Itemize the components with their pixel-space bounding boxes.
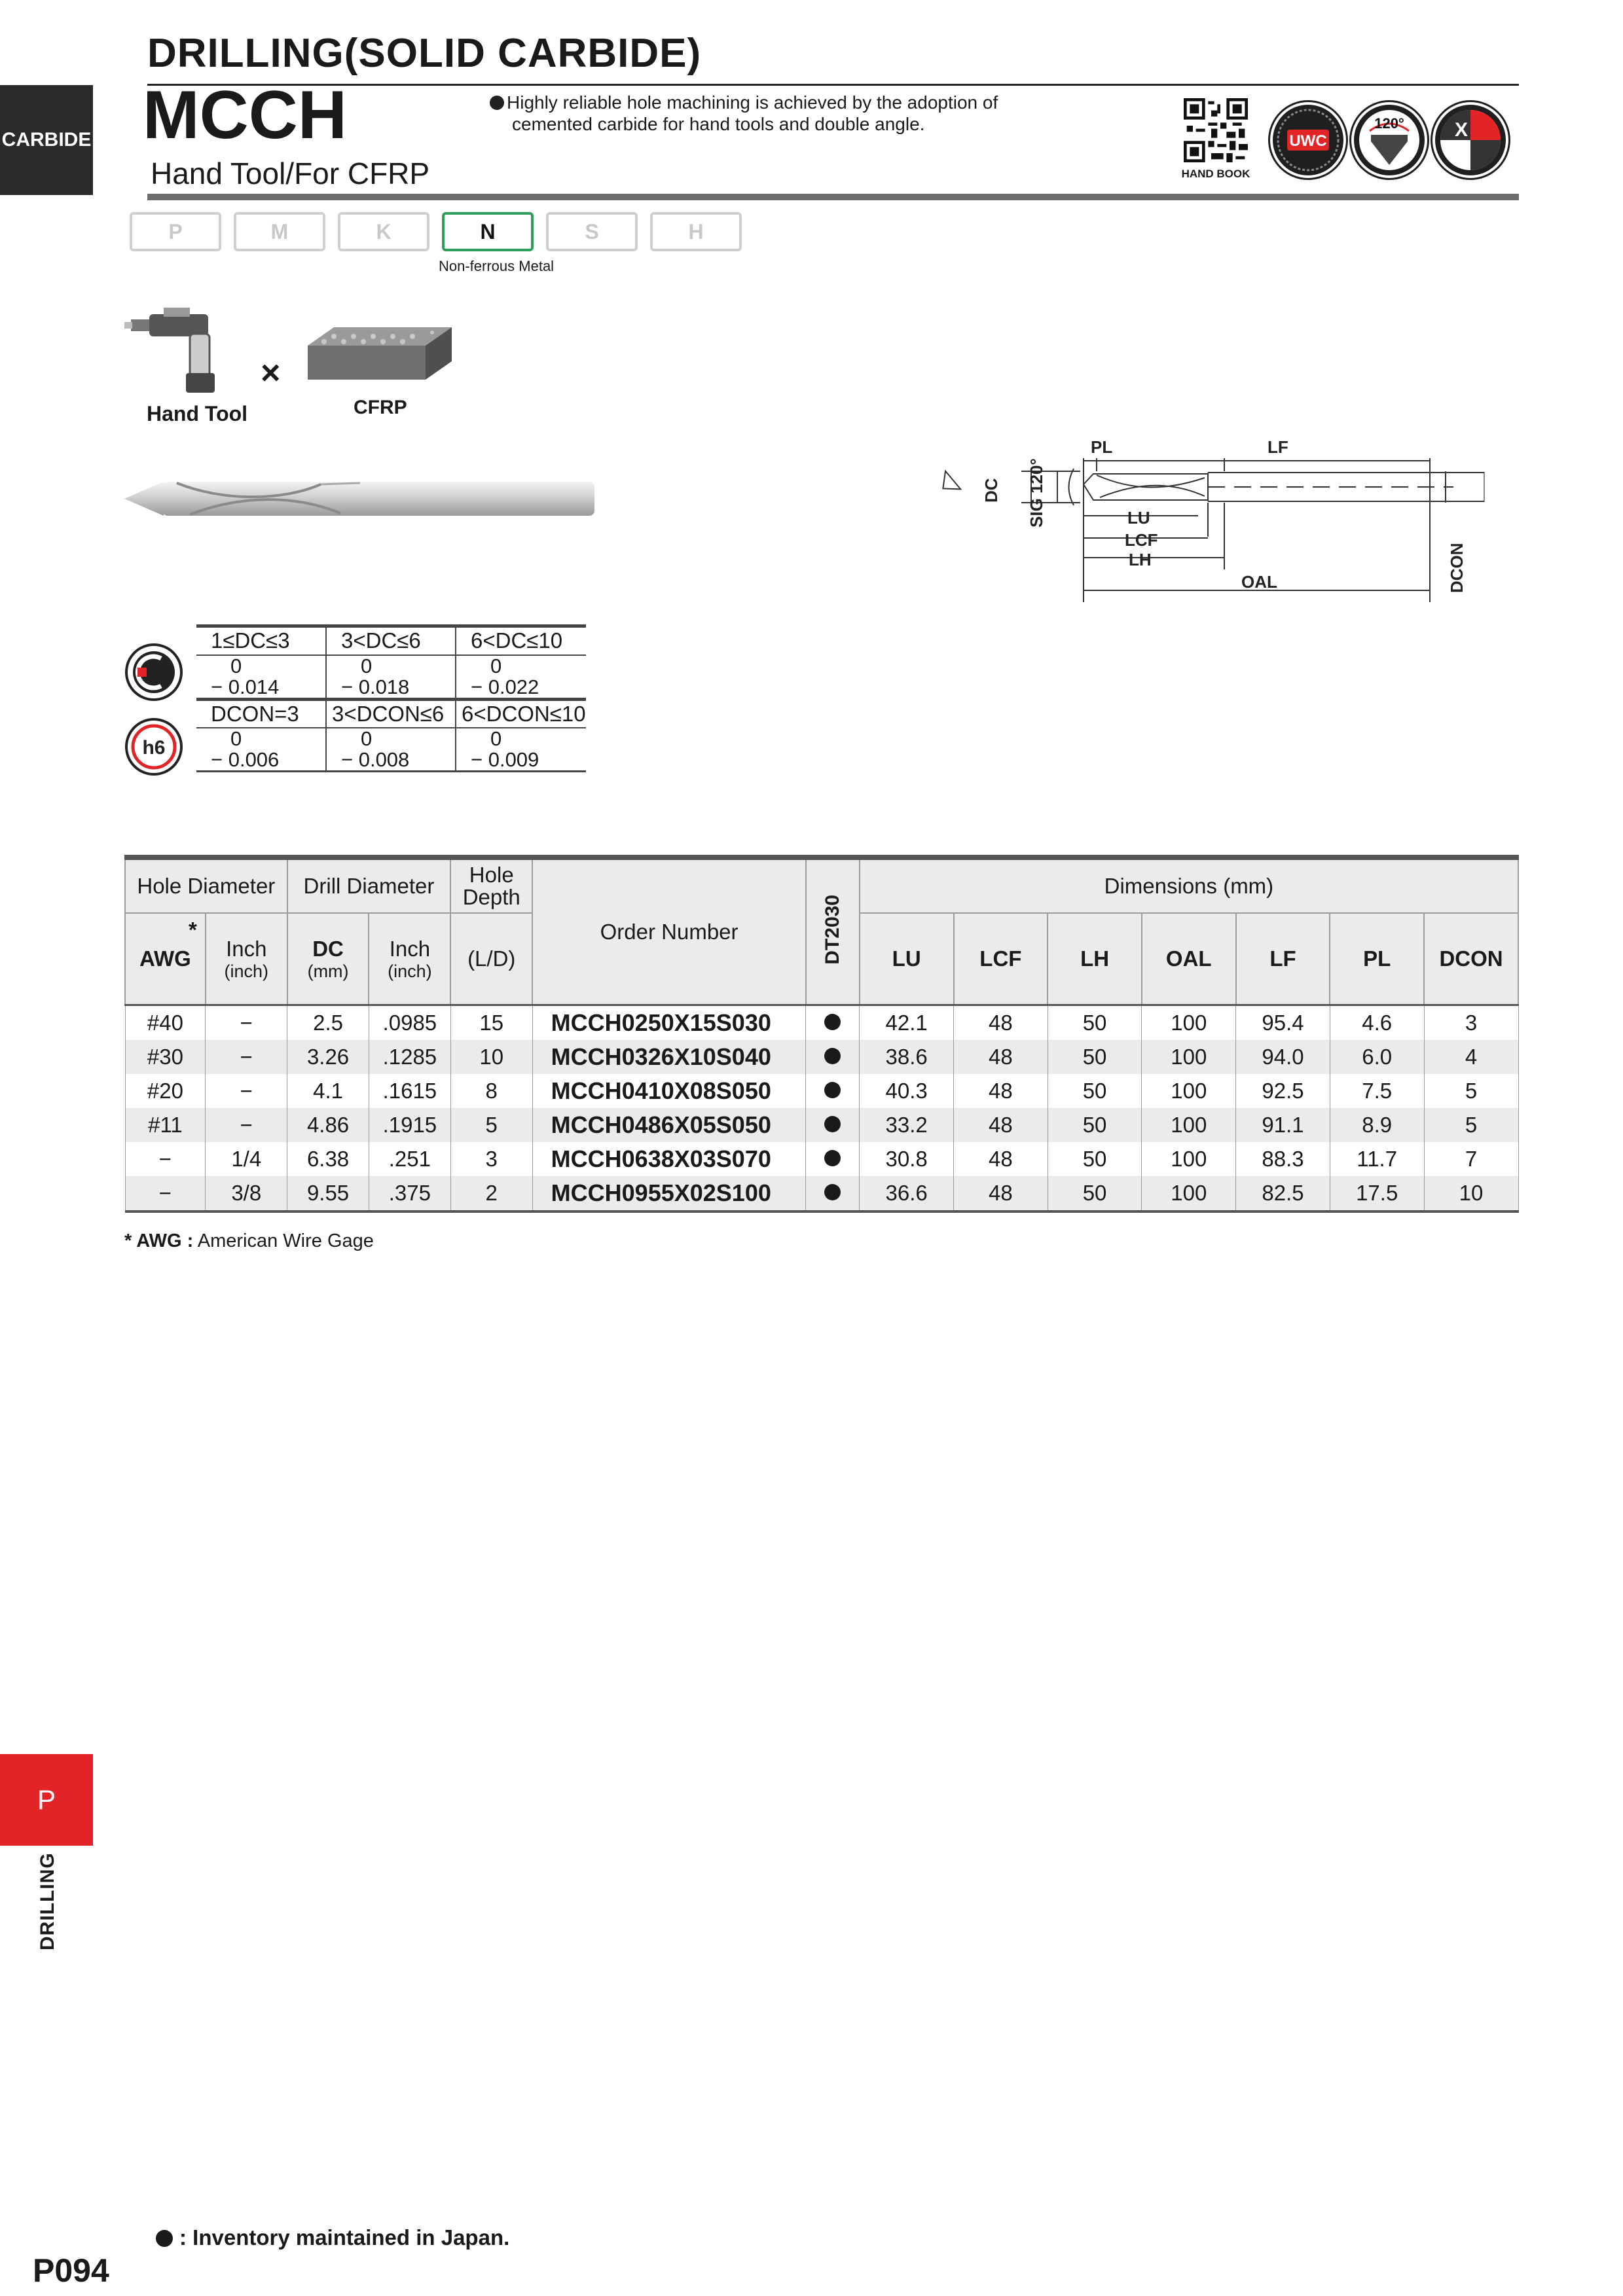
cell-stock <box>806 1040 860 1074</box>
cell-dim-lh: 50 <box>1048 1108 1142 1142</box>
th-grade: DT2030 <box>806 857 860 1005</box>
cell-dc: 3.26 <box>287 1040 369 1074</box>
cell-ld: 15 <box>450 1005 532 1041</box>
cell-dim-lf: 95.4 <box>1236 1005 1330 1041</box>
cell-inch: − <box>206 1108 287 1142</box>
cell-stock <box>806 1108 860 1142</box>
cell-stock <box>806 1176 860 1211</box>
tol-dc-val-1: 0 − 0.014 <box>196 655 326 700</box>
tol-dc-head-3: 6<DC≤10 <box>456 626 586 655</box>
cell-dim-lf: 92.5 <box>1236 1074 1330 1108</box>
hand-tool-caption: Hand Tool <box>147 402 248 425</box>
th-lcf: LCF <box>954 913 1048 1005</box>
cell-awg: #40 <box>125 1005 206 1041</box>
cell-dim-lh: 50 <box>1048 1005 1142 1041</box>
stock-dot-icon <box>824 1184 841 1200</box>
cell-dc-inch: .251 <box>369 1142 450 1176</box>
cell-dim-pl: 17.5 <box>1330 1176 1424 1211</box>
cell-dim-dcon: 10 <box>1424 1176 1518 1211</box>
cell-order-number: MCCH0638X03S070 <box>532 1142 806 1176</box>
label-lf: LF <box>1267 437 1288 457</box>
spec-table <box>124 855 1519 1213</box>
label-pl: PL <box>1091 437 1113 457</box>
cell-dim-lcf: 48 <box>954 1108 1048 1142</box>
cell-dim-lf: 82.5 <box>1236 1176 1330 1211</box>
stock-dot-icon <box>824 1082 841 1098</box>
cell-dim-lh: 50 <box>1048 1040 1142 1074</box>
th-oal: OAL <box>1142 913 1236 1005</box>
bullet-icon <box>490 96 504 110</box>
cell-dc: 9.55 <box>287 1176 369 1211</box>
table-row <box>125 1108 1518 1142</box>
label-dcon: DCON <box>1447 543 1467 593</box>
cell-dim-pl: 7.5 <box>1330 1074 1424 1108</box>
tol-dcon-head-3: 6<DCON≤10 <box>456 699 586 728</box>
tol-dcon-val-2: 0 − 0.008 <box>326 728 456 772</box>
cell-inch: − <box>206 1040 287 1074</box>
tol-dc-val-2: 0 − 0.018 <box>326 655 456 700</box>
th-lu: LU <box>860 913 954 1005</box>
cell-dim-oal: 100 <box>1142 1108 1236 1142</box>
stock-dot-icon <box>824 1150 841 1166</box>
cell-inch: 3/8 <box>206 1176 287 1211</box>
th-inch: Inch (inch) <box>206 913 287 1005</box>
cell-dc-inch: .1285 <box>369 1040 450 1074</box>
drill-photo <box>124 475 602 522</box>
h6-tolerance-icon <box>123 716 185 778</box>
cell-awg: − <box>125 1176 206 1211</box>
uwc-coating-icon <box>1270 102 1346 178</box>
material-n-caption: Non-ferrous Metal <box>439 258 555 274</box>
cell-dim-lcf: 48 <box>954 1176 1048 1211</box>
cell-dim-lu: 33.2 <box>860 1108 954 1142</box>
cell-dim-lcf: 48 <box>954 1005 1048 1041</box>
th-lh: LH <box>1048 913 1142 1005</box>
cell-order-number: MCCH0955X02S100 <box>532 1176 806 1211</box>
cell-dim-pl: 8.9 <box>1330 1108 1424 1142</box>
th-dcon: DCON <box>1424 913 1518 1005</box>
material-p: P <box>130 212 221 251</box>
material-s: S <box>546 212 638 251</box>
cell-dc: 6.38 <box>287 1142 369 1176</box>
category-title: DRILLING(SOLID CARBIDE) <box>147 31 702 76</box>
cell-order-number: MCCH0250X15S030 <box>532 1005 806 1041</box>
tolerance-table <box>196 624 586 772</box>
coolant-label: X <box>1454 119 1468 141</box>
material-k: K <box>338 212 429 251</box>
stock-legend: : Inventory maintained in Japan. <box>156 2225 509 2250</box>
cell-awg: − <box>125 1142 206 1176</box>
table-row <box>125 1005 1518 1041</box>
qr-code-icon[interactable] <box>1184 98 1248 162</box>
th-dimensions: Dimensions (mm) <box>860 857 1518 913</box>
cell-stock <box>806 1005 860 1041</box>
tol-dc-val-3: 0 − 0.022 <box>456 655 586 700</box>
label-lcf: LCF <box>1125 530 1158 550</box>
qr-caption: HAND BOOK <box>1181 168 1250 180</box>
cell-dim-lf: 88.3 <box>1236 1142 1330 1176</box>
stock-dot-icon <box>156 2230 173 2247</box>
header-top-line <box>147 84 1519 86</box>
label-sig: SIG 120° <box>1027 458 1046 528</box>
cell-dim-pl: 6.0 <box>1330 1040 1424 1074</box>
cfrp-block-icon <box>308 327 452 386</box>
drill-dimension-diagram <box>917 432 1493 609</box>
cell-dim-pl: 4.6 <box>1330 1005 1424 1041</box>
cell-dc: 4.1 <box>287 1074 369 1108</box>
tol-dcon-head-2: 3<DCON≤6 <box>326 699 456 728</box>
cell-dim-oal: 100 <box>1142 1005 1236 1041</box>
cell-dim-lf: 94.0 <box>1236 1040 1330 1074</box>
model-name: MCCH <box>143 77 347 153</box>
cell-inch: 1/4 <box>206 1142 287 1176</box>
cell-dim-lcf: 48 <box>954 1074 1048 1108</box>
model-subtitle: Hand Tool/For CFRP <box>151 156 430 190</box>
th-dc: DC (mm) <box>287 913 369 1005</box>
table-row <box>125 1074 1518 1108</box>
table-row <box>125 1176 1518 1211</box>
cell-dc: 4.86 <box>287 1108 369 1142</box>
table-row <box>125 1040 1518 1074</box>
cell-dim-lcf: 48 <box>954 1040 1048 1074</box>
table-row <box>125 1142 1518 1176</box>
cell-stock <box>806 1142 860 1176</box>
cell-stock <box>806 1074 860 1108</box>
label-oal: OAL <box>1241 572 1277 592</box>
cell-awg: #11 <box>125 1108 206 1142</box>
material-m: M <box>234 212 325 251</box>
cell-order-number: MCCH0486X05S050 <box>532 1108 806 1142</box>
cell-dim-lu: 30.8 <box>860 1142 954 1176</box>
cell-dc-inch: .1615 <box>369 1074 450 1108</box>
tol-dcon-val-1: 0 − 0.006 <box>196 728 326 772</box>
cfrp-caption: CFRP <box>354 397 407 418</box>
cell-awg: #20 <box>125 1074 206 1108</box>
tol-dc-head-2: 3<DC≤6 <box>326 626 456 655</box>
cell-dim-lf: 91.1 <box>1236 1108 1330 1142</box>
cell-dc-inch: .0985 <box>369 1005 450 1041</box>
label-lh: LH <box>1129 550 1152 569</box>
cell-dim-lu: 40.3 <box>860 1074 954 1108</box>
cell-ld: 2 <box>450 1176 532 1211</box>
cell-order-number: MCCH0410X08S050 <box>532 1074 806 1108</box>
h6-label: h6 <box>142 737 166 759</box>
cell-ld: 5 <box>450 1108 532 1142</box>
th-awg: * AWG <box>125 913 206 1005</box>
page-number: P094 <box>33 2252 109 2289</box>
cell-dim-oal: 100 <box>1142 1142 1236 1176</box>
tol-dcon-head-1: DCON=3 <box>196 699 326 728</box>
cell-dc-inch: .375 <box>369 1176 450 1211</box>
cell-dim-oal: 100 <box>1142 1176 1236 1211</box>
stock-dot-icon <box>824 1014 841 1030</box>
stock-dot-icon <box>824 1048 841 1064</box>
awg-footnote: * AWG : American Wire Gage <box>124 1230 374 1251</box>
cell-dim-lh: 50 <box>1048 1074 1142 1108</box>
th-order-number: Order Number <box>532 857 806 1005</box>
header-rule <box>147 194 1519 200</box>
point-angle-label: 120° <box>1374 115 1404 132</box>
cell-dim-oal: 100 <box>1142 1074 1236 1108</box>
label-dc: DC <box>981 478 1001 503</box>
section-tab-p: P <box>0 1754 93 1846</box>
cell-dim-dcon: 5 <box>1424 1108 1518 1142</box>
cell-dim-lu: 42.1 <box>860 1005 954 1041</box>
th-pl: PL <box>1330 913 1424 1005</box>
cell-dim-dcon: 7 <box>1424 1142 1518 1176</box>
cell-dim-lh: 50 <box>1048 1142 1142 1176</box>
th-dc-inch: Inch (inch) <box>369 913 450 1005</box>
th-hole-depth: Hole Depth <box>450 857 532 913</box>
uwc-badge-label: UWC <box>1289 132 1327 150</box>
th-ld: (L/D) <box>450 913 532 1005</box>
cell-inch: − <box>206 1074 287 1108</box>
label-lu: LU <box>1127 508 1150 528</box>
cell-dc-inch: .1915 <box>369 1108 450 1142</box>
feature-text: Highly reliable hole machining is achieved by the adoption of cemented carbide for hand tools and double angle. <box>490 92 1092 135</box>
cell-awg: #30 <box>125 1040 206 1074</box>
cell-ld: 3 <box>450 1142 532 1176</box>
cell-dim-lcf: 48 <box>954 1142 1048 1176</box>
th-drill-diameter: Drill Diameter <box>287 857 451 913</box>
cell-dim-oal: 100 <box>1142 1040 1236 1074</box>
hand-tool-icon <box>124 308 242 406</box>
section-label-drilling: DRILLING <box>37 1852 58 1950</box>
point-angle-icon <box>1351 102 1427 178</box>
cell-ld: 10 <box>450 1040 532 1074</box>
cell-dim-lu: 36.6 <box>860 1176 954 1211</box>
th-lf: LF <box>1236 913 1330 1005</box>
tol-dc-head-1: 1≤DC≤3 <box>196 626 326 655</box>
th-hole-diameter: Hole Diameter <box>125 857 287 913</box>
cell-dim-dcon: 4 <box>1424 1040 1518 1074</box>
material-n: N <box>442 212 534 251</box>
times-symbol: × <box>261 354 281 392</box>
cell-dim-lu: 38.6 <box>860 1040 954 1074</box>
category-tab-carbide: CARBIDE <box>0 85 93 195</box>
cell-order-number: MCCH0326X10S040 <box>532 1040 806 1074</box>
cell-dim-pl: 11.7 <box>1330 1142 1424 1176</box>
dc-tolerance-icon <box>123 641 185 703</box>
cell-ld: 8 <box>450 1074 532 1108</box>
cell-dim-lh: 50 <box>1048 1176 1142 1211</box>
cell-dim-dcon: 5 <box>1424 1074 1518 1108</box>
tol-dcon-val-3: 0 − 0.009 <box>456 728 586 772</box>
cell-inch: − <box>206 1005 287 1041</box>
cell-dim-dcon: 3 <box>1424 1005 1518 1041</box>
cell-dc: 2.5 <box>287 1005 369 1041</box>
material-h: H <box>650 212 742 251</box>
coolant-external-icon <box>1432 102 1508 178</box>
stock-dot-icon <box>824 1116 841 1132</box>
